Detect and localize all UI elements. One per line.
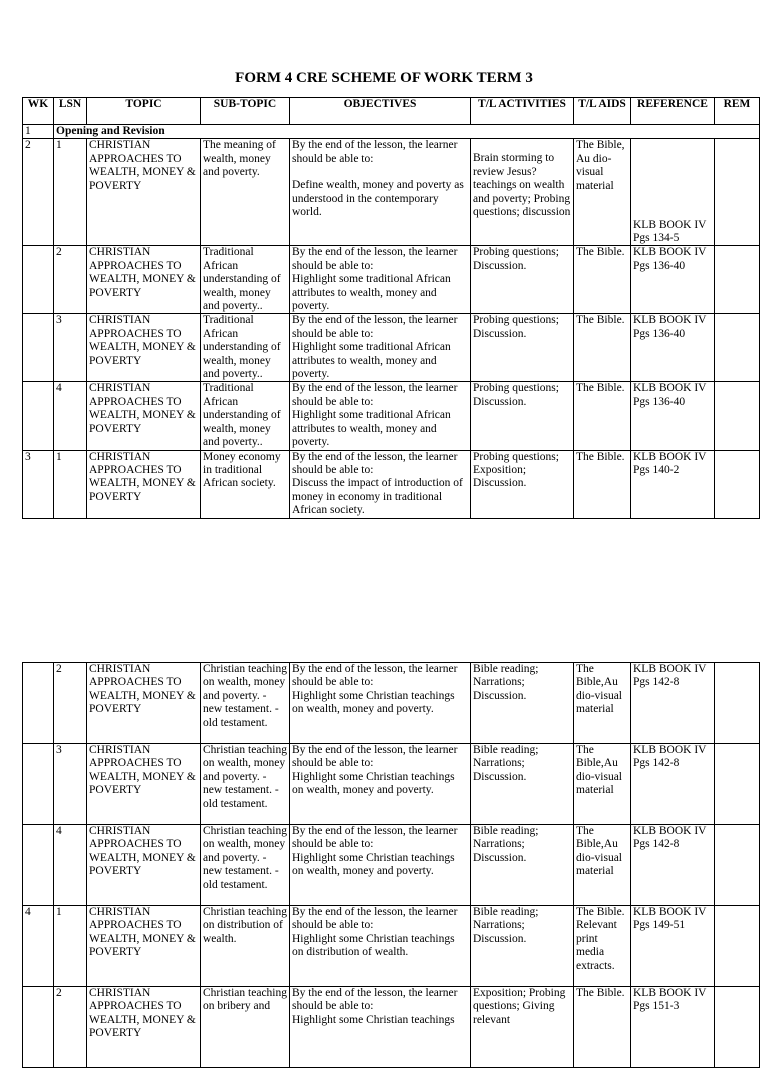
- cell-aids: The Bible,Au dio-visual material: [574, 825, 631, 906]
- cell-activities: Probing questions; Exposition; Discussion.: [471, 450, 574, 518]
- cell-subtopic: The meaning of wealth, money and poverty.: [201, 139, 290, 246]
- cell-reference: KLB BOOK IV Pgs 136-40: [631, 382, 715, 450]
- cell-topic: CHRISTIAN APPROACHES TO WEALTH, MONEY & POVERTY: [87, 314, 201, 382]
- header-reference: REFERENCE: [631, 98, 715, 125]
- header-subtopic: SUB-TOPIC: [201, 98, 290, 125]
- cell-lsn: 2: [54, 246, 87, 314]
- cell-wk: [23, 663, 54, 744]
- cell-aids: The Bible.: [574, 987, 631, 1068]
- table-row: [23, 663, 760, 744]
- cell-subtopic: Christian teaching on wealth, money and poverty. - new testament. - old testament.: [201, 663, 290, 744]
- cell-subtopic: Christian teaching on wealth, money and poverty. - new testament. - old testament.: [201, 825, 290, 906]
- cell-lsn: 1: [54, 450, 87, 518]
- cell-reference: KLB BOOK IV Pgs 142-8: [631, 663, 715, 744]
- table-row: [23, 744, 760, 825]
- cell-lsn: 3: [54, 314, 87, 382]
- table-row: [23, 987, 760, 1068]
- cell-wk: [23, 744, 54, 825]
- cell-wk: [23, 987, 54, 1068]
- cell-reference: KLB BOOK IV Pgs 151-3: [631, 987, 715, 1068]
- header-rem: REM: [715, 98, 760, 125]
- objective-intro: By the end of the lesson, the learner should be able to:: [292, 382, 458, 408]
- cell-aids: The Bible. Relevant print media extracts.: [574, 906, 631, 987]
- table-row: [23, 906, 760, 987]
- objective-intro: By the end of the lesson, the learner should be able to:: [292, 906, 458, 932]
- cell-topic: CHRISTIAN APPROACHES TO WEALTH, MONEY & POVERTY: [87, 246, 201, 314]
- cell-objectives: [290, 906, 471, 987]
- cell-subtopic: Traditional African understanding of wealth, money and poverty..: [201, 382, 290, 450]
- cell-rem: [715, 825, 760, 906]
- reference-text: KLB BOOK IV Pgs 134-5: [633, 218, 707, 244]
- objective-intro: By the end of the lesson, the learner should be able to:: [292, 246, 458, 272]
- cell-topic: CHRISTIAN APPROACHES TO WEALTH, MONEY & POVERTY: [87, 139, 201, 246]
- objective-intro: By the end of the lesson, the learner should be able to:: [292, 987, 458, 1013]
- cell-subtopic: Money economy in traditional African society.: [201, 450, 290, 518]
- objective-text: Highlight some traditional African attributes to wealth, money and poverty.: [292, 341, 451, 381]
- cell-reference: KLB BOOK IV Pgs 142-8: [631, 825, 715, 906]
- cell-lsn: 4: [54, 382, 87, 450]
- page-title: FORM 4 CRE SCHEME OF WORK TERM 3: [235, 70, 533, 86]
- cell-activities: Probing questions; Discussion.: [471, 382, 574, 450]
- cell-aids: The Bible,Au dio-visual material: [574, 744, 631, 825]
- cell-reference: KLB BOOK IV Pgs 149-51: [631, 906, 715, 987]
- cell-activities: Bible reading; Narrations; Discussion.: [471, 825, 574, 906]
- cell-lsn: 1: [54, 906, 87, 987]
- cell-wk: 4: [23, 906, 54, 987]
- cell-rem: [715, 987, 760, 1068]
- cell-activities: Probing questions; Discussion.: [471, 246, 574, 314]
- header-topic: TOPIC: [87, 98, 201, 125]
- objective-intro: By the end of the lesson, the learner should be able to:: [292, 450, 458, 476]
- scheme-table-page-2: [22, 662, 760, 1068]
- cell-reference: KLB BOOK IV Pgs 140-2: [631, 450, 715, 518]
- cell-activities: Exposition; Probing questions; Giving relevant: [471, 987, 574, 1068]
- cell-reference: KLB BOOK IV Pgs 142-8: [631, 744, 715, 825]
- cell-aids: The Bible,Au dio-visual material: [574, 663, 631, 744]
- cell-objectives: [290, 825, 471, 906]
- cell-lsn: 4: [54, 825, 87, 906]
- cell-reference: KLB BOOK IV Pgs 136-40: [631, 246, 715, 314]
- cell-rem: [715, 906, 760, 987]
- cell-wk: 2: [23, 139, 54, 246]
- cell-subtopic: Traditional African understanding of wealth, money and poverty..: [201, 246, 290, 314]
- cell-aids: The Bible.: [574, 246, 631, 314]
- objective-intro: By the end of the lesson, the learner should be able to:: [292, 139, 458, 165]
- header-objectives: OBJECTIVES: [290, 98, 471, 125]
- cell-rem: [715, 663, 760, 744]
- header-wk: WK: [23, 98, 54, 125]
- activities-text: Brain storming to review Jesus? teachings on wealth and poverty; Probing questions; discussion: [473, 152, 571, 219]
- cell-lsn: 3: [54, 744, 87, 825]
- cell-lsn: 1: [54, 139, 87, 246]
- cell-wk: 1: [23, 125, 54, 139]
- objective-text: Highlight some Christian teachings on wealth, money and poverty.: [292, 851, 455, 878]
- cell-topic: CHRISTIAN APPROACHES TO WEALTH, MONEY & POVERTY: [87, 450, 201, 518]
- cell-aids: The Bible.: [574, 314, 631, 382]
- objective-intro: By the end of the lesson, the learner should be able to:: [292, 744, 458, 770]
- objective-intro: By the end of the lesson, the learner should be able to:: [292, 663, 458, 689]
- cell-activities: Bible reading; Narrations; Discussion.: [471, 663, 574, 744]
- cell-aids: The Bible, Au dio-visual material: [574, 139, 631, 246]
- cell-subtopic: Christian teaching on distribution of wealth.: [201, 906, 290, 987]
- opening-revision-label: Opening and Revision: [54, 125, 760, 139]
- cell-subtopic: Christian teaching on wealth, money and poverty. - new testament. - old testament.: [201, 744, 290, 825]
- cell-topic: CHRISTIAN APPROACHES TO WEALTH, MONEY & POVERTY: [87, 825, 201, 906]
- objective-text: Highlight some traditional African attributes to wealth, money and poverty.: [292, 273, 451, 313]
- table-row: [23, 825, 760, 906]
- objective-text: Highlight some Christian teachings: [292, 1013, 455, 1026]
- cell-reference: KLB BOOK IV Pgs 136-40: [631, 314, 715, 382]
- cell-lsn: 2: [54, 663, 87, 744]
- cell-objectives: [290, 663, 471, 744]
- cell-subtopic: Traditional African understanding of wealth, money and poverty..: [201, 314, 290, 382]
- objective-intro: By the end of the lesson, the learner should be able to:: [292, 314, 458, 340]
- cell-topic: CHRISTIAN APPROACHES TO WEALTH, MONEY & POVERTY: [87, 987, 201, 1068]
- cell-objectives: [290, 744, 471, 825]
- objective-intro: By the end of the lesson, the learner should be able to:: [292, 825, 458, 851]
- objective-text: Highlight some Christian teachings on wealth, money and poverty.: [292, 770, 455, 797]
- header-aids: T/L AIDS: [574, 98, 631, 125]
- cell-activities: Bible reading; Narrations; Discussion.: [471, 906, 574, 987]
- cell-wk: 3: [23, 450, 54, 518]
- objective-text: Define wealth, money and poverty as understood in the contemporary world.: [292, 179, 464, 219]
- cell-activities: Bible reading; Narrations; Discussion.: [471, 744, 574, 825]
- cell-aids: The Bible.: [574, 450, 631, 518]
- cell-aids: The Bible.: [574, 382, 631, 450]
- header-lsn: LSN: [54, 98, 87, 125]
- cell-topic: CHRISTIAN APPROACHES TO WEALTH, MONEY & POVERTY: [87, 744, 201, 825]
- cell-lsn: 2: [54, 987, 87, 1068]
- objective-text: Highlight some traditional African attributes to wealth, money and poverty.: [292, 409, 451, 449]
- cell-rem: [715, 744, 760, 825]
- cell-activities: Probing questions; Discussion.: [471, 314, 574, 382]
- header-activities: T/L ACTIVITIES: [471, 98, 574, 125]
- cell-topic: CHRISTIAN APPROACHES TO WEALTH, MONEY & POVERTY: [87, 906, 201, 987]
- cell-objectives: [290, 987, 471, 1068]
- cell-wk: [23, 825, 54, 906]
- objective-text: Discuss the impact of introduction of money in economy in traditional African society.: [292, 477, 463, 517]
- cell-topic: CHRISTIAN APPROACHES TO WEALTH, MONEY & POVERTY: [87, 663, 201, 744]
- cell-subtopic: Christian teaching on bribery and: [201, 987, 290, 1068]
- objective-text: Highlight some Christian teachings on distribution of wealth.: [292, 932, 455, 959]
- objective-text: Highlight some Christian teachings on wealth, money and poverty.: [292, 689, 455, 716]
- cell-topic: CHRISTIAN APPROACHES TO WEALTH, MONEY & POVERTY: [87, 382, 201, 450]
